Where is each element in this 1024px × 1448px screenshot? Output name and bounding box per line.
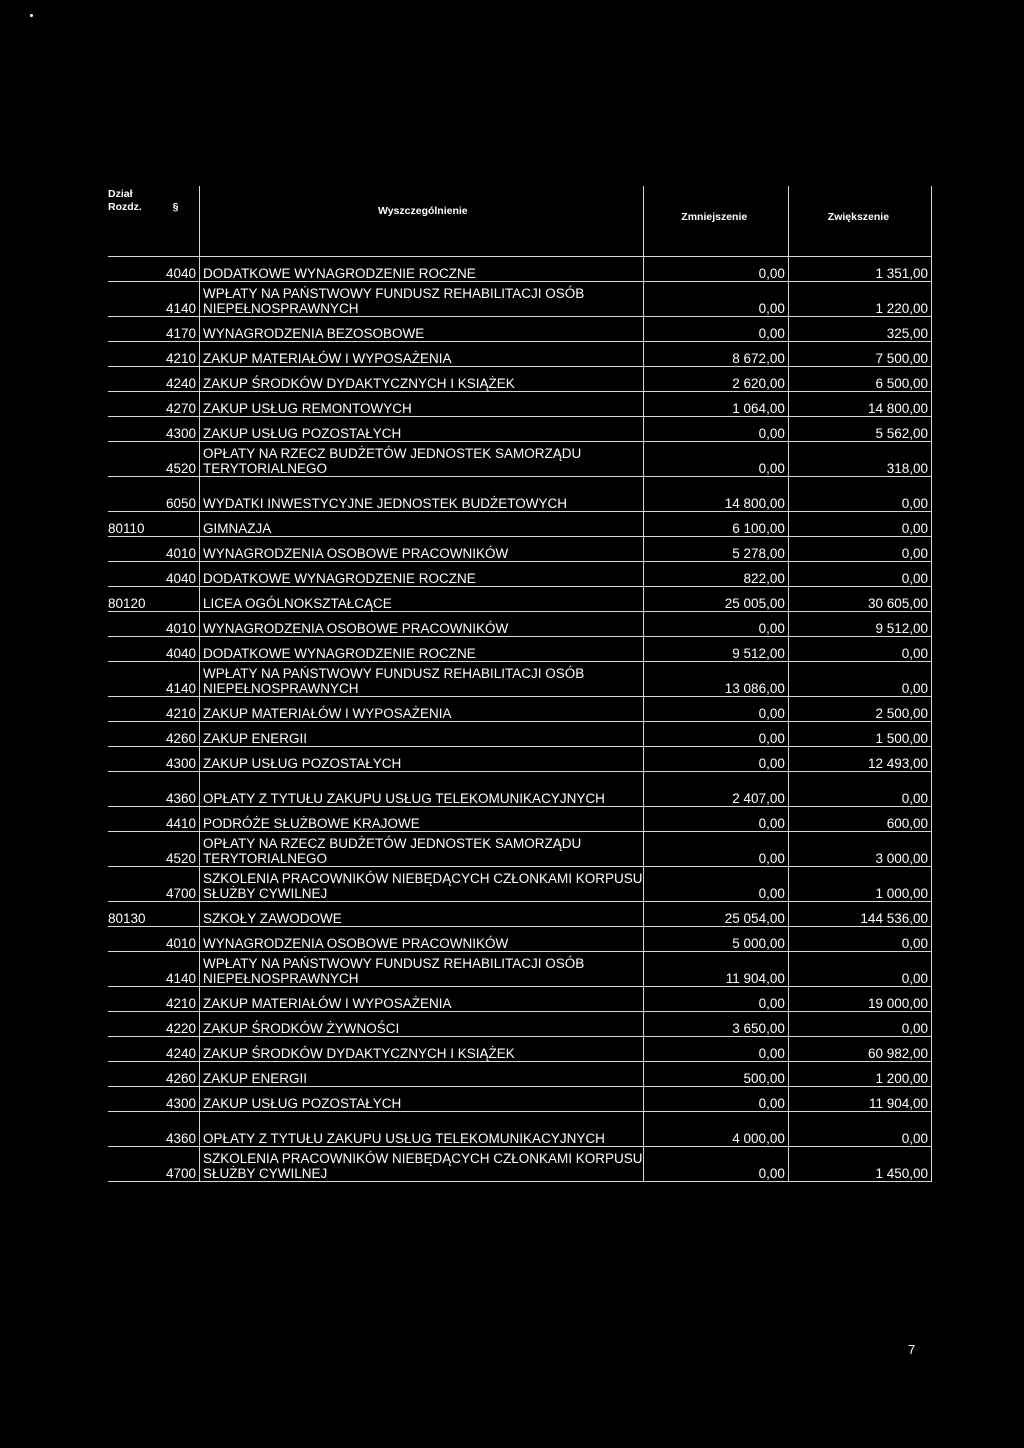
decrease-amount: 500,00 [643,1062,788,1087]
chapter-code [108,952,155,987]
paragraph-code: 4520 [155,442,199,477]
description: OPŁATY Z TYTUŁU ZAKUPU USŁUG TELEKOMUNIKACYJNYCH [199,1112,643,1147]
chapter-code [108,1087,155,1112]
paragraph-code: 4040 [155,562,199,587]
decrease-amount: 0,00 [643,747,788,772]
description: WPŁATY NA PAŃSTWOWY FUNDUSZ REHABILITACJI OSÓB NIEPEŁNOSPRAWNYCH [199,952,643,987]
increase-amount: 0,00 [788,772,931,807]
paragraph-code: 4700 [155,1147,199,1182]
increase-amount: 144 536,00 [788,902,931,927]
table-row [108,637,932,662]
decrease-amount: 25 054,00 [643,902,788,927]
table-row [108,257,932,282]
chapter-code [108,1112,155,1147]
scan-speck [30,14,33,17]
chapter-code: 80120 [108,587,155,612]
paragraph-code: 4010 [155,927,199,952]
chapter-code [108,1012,155,1037]
table-row [108,317,932,342]
header-description: Wyszczególnienie [199,186,643,257]
increase-amount: 6 500,00 [788,367,931,392]
paragraph-code: 4700 [155,867,199,902]
table-row [108,952,932,987]
paragraph-code: 4360 [155,1112,199,1147]
decrease-amount: 0,00 [643,417,788,442]
chapter-row [108,512,932,537]
table-row [108,832,932,867]
paragraph-code: 4240 [155,367,199,392]
chapter-row [108,902,932,927]
decrease-amount: 0,00 [643,722,788,747]
paragraph-code: 4300 [155,1087,199,1112]
decrease-amount: 11 904,00 [643,952,788,987]
paragraph-code: 4210 [155,342,199,367]
table-row [108,722,932,747]
paragraph-code: 4260 [155,1062,199,1087]
chapter-code [108,282,155,317]
decrease-amount: 0,00 [643,832,788,867]
chapter-code [108,417,155,442]
table-row [108,1147,932,1182]
decrease-amount: 8 672,00 [643,342,788,367]
chapter-code [108,442,155,477]
paragraph-code: 4220 [155,1012,199,1037]
chapter-code [108,832,155,867]
chapter-code: 80110 [108,512,155,537]
paragraph-code: 4260 [155,722,199,747]
description: ZAKUP ENERGII [199,1062,643,1087]
chapter-code [108,257,155,282]
table-row [108,807,932,832]
increase-amount: 0,00 [788,952,931,987]
chapter-code [108,342,155,367]
chapter-code [108,747,155,772]
table-row [108,1037,932,1062]
decrease-amount: 0,00 [643,317,788,342]
increase-amount: 0,00 [788,637,931,662]
table-row [108,747,932,772]
header-dzial-rozdz: Dział Rozdz. [108,186,155,257]
table-row [108,417,932,442]
increase-amount: 1 500,00 [788,722,931,747]
description: ZAKUP ENERGII [199,722,643,747]
decrease-amount: 0,00 [643,1037,788,1062]
description: LICEA OGÓLNOKSZTAŁCĄCE [199,587,643,612]
increase-amount: 0,00 [788,927,931,952]
increase-amount: 12 493,00 [788,747,931,772]
chapter-code [108,987,155,1012]
header-paragraph: § [155,186,199,257]
description: ZAKUP USŁUG POZOSTAŁYCH [199,1087,643,1112]
decrease-amount: 14 800,00 [643,477,788,512]
increase-amount: 1 200,00 [788,1062,931,1087]
page-number: 7 [908,1342,916,1357]
description: DODATKOWE WYNAGRODZENIE ROCZNE [199,257,643,282]
description: WYDATKI INWESTYCYJNE JEDNOSTEK BUDŻETOWYCH [199,477,643,512]
paragraph-code: 4140 [155,952,199,987]
increase-amount: 7 500,00 [788,342,931,367]
increase-amount: 600,00 [788,807,931,832]
increase-amount: 325,00 [788,317,931,342]
increase-amount: 1 351,00 [788,257,931,282]
increase-amount: 1 220,00 [788,282,931,317]
paragraph-code [155,902,199,927]
paragraph-code: 4140 [155,282,199,317]
description: ZAKUP MATERIAŁÓW I WYPOSAŻENIA [199,697,643,722]
decrease-amount: 0,00 [643,612,788,637]
increase-amount: 3 000,00 [788,832,931,867]
description: SZKOLENIA PRACOWNIKÓW NIEBĘDĄCYCH CZŁONKAMI KORPUSU SŁUŻBY CYWILNEJ [199,867,643,902]
description: OPŁATY Z TYTUŁU ZAKUPU USŁUG TELEKOMUNIKACYJNYCH [199,772,643,807]
increase-amount: 9 512,00 [788,612,931,637]
chapter-code [108,807,155,832]
description: PODRÓŻE SŁUŻBOWE KRAJOWE [199,807,643,832]
description: WYNAGRODZENIA OSOBOWE PRACOWNIKÓW [199,927,643,952]
increase-amount: 0,00 [788,537,931,562]
table-row [108,612,932,637]
description: ZAKUP USŁUG REMONTOWYCH [199,392,643,417]
chapter-code [108,612,155,637]
increase-amount: 1 000,00 [788,867,931,902]
increase-amount: 19 000,00 [788,987,931,1012]
description: WPŁATY NA PAŃSTWOWY FUNDUSZ REHABILITACJI OSÓB NIEPEŁNOSPRAWNYCH [199,282,643,317]
budget-table [108,186,932,1182]
table-row [108,867,932,902]
decrease-amount: 0,00 [643,1147,788,1182]
chapter-code: 80130 [108,902,155,927]
description: ZAKUP MATERIAŁÓW I WYPOSAŻENIA [199,342,643,367]
increase-amount: 60 982,00 [788,1037,931,1062]
paragraph-code [155,587,199,612]
paragraph-code: 4010 [155,537,199,562]
decrease-amount: 0,00 [643,697,788,722]
table-row [108,537,932,562]
description: ZAKUP ŚRODKÓW ŻYWNOŚCI [199,1012,643,1037]
table-row [108,1012,932,1037]
increase-amount: 30 605,00 [788,587,931,612]
decrease-amount: 0,00 [643,442,788,477]
description: ZAKUP ŚRODKÓW DYDAKTYCZNYCH I KSIĄŻEK [199,367,643,392]
header-decrease: Zmniejszenie [643,186,788,257]
increase-amount: 0,00 [788,662,931,697]
chapter-row [108,587,932,612]
chapter-code [108,477,155,512]
description: SZKOLENIA PRACOWNIKÓW NIEBĘDĄCYCH CZŁONKAMI KORPUSU SŁUŻBY CYWILNEJ [199,1147,643,1182]
paragraph-code: 4040 [155,257,199,282]
increase-amount: 2 500,00 [788,697,931,722]
table-row [108,697,932,722]
table-row [108,342,932,367]
decrease-amount: 0,00 [643,867,788,902]
description: GIMNAZJA [199,512,643,537]
paragraph-code: 4520 [155,832,199,867]
decrease-amount: 0,00 [643,987,788,1012]
decrease-amount: 25 005,00 [643,587,788,612]
table-row [108,562,932,587]
decrease-amount: 0,00 [643,1087,788,1112]
description: OPŁATY NA RZECZ BUDŻETÓW JEDNOSTEK SAMORZĄDU TERYTORIALNEGO [199,832,643,867]
decrease-amount: 3 650,00 [643,1012,788,1037]
decrease-amount: 0,00 [643,807,788,832]
table-row [108,662,932,697]
chapter-code [108,722,155,747]
paragraph-code: 6050 [155,477,199,512]
paragraph-code: 4040 [155,637,199,662]
increase-amount: 318,00 [788,442,931,477]
decrease-amount: 6 100,00 [643,512,788,537]
header-increase: Zwiększenie [788,186,931,257]
chapter-code [108,367,155,392]
decrease-amount: 13 086,00 [643,662,788,697]
description: WYNAGRODZENIA OSOBOWE PRACOWNIKÓW [199,612,643,637]
description: WPŁATY NA PAŃSTWOWY FUNDUSZ REHABILITACJI OSÓB NIEPEŁNOSPRAWNYCH [199,662,643,697]
table-row [108,477,932,512]
description: SZKOŁY ZAWODOWE [199,902,643,927]
chapter-code [108,697,155,722]
paragraph-code: 4010 [155,612,199,637]
paragraph-code [155,512,199,537]
chapter-code [108,927,155,952]
decrease-amount: 1 064,00 [643,392,788,417]
paragraph-code: 4300 [155,417,199,442]
increase-amount: 5 562,00 [788,417,931,442]
table-row [108,442,932,477]
description: ZAKUP USŁUG POZOSTAŁYCH [199,747,643,772]
increase-amount: 11 904,00 [788,1087,931,1112]
table-row [108,927,932,952]
chapter-code [108,562,155,587]
increase-amount: 0,00 [788,1112,931,1147]
table-row [108,367,932,392]
paragraph-code: 4210 [155,697,199,722]
paragraph-code: 4360 [155,772,199,807]
chapter-code [108,1147,155,1182]
decrease-amount: 822,00 [643,562,788,587]
paragraph-code: 4210 [155,987,199,1012]
table-row [108,772,932,807]
table-row [108,987,932,1012]
chapter-code [108,537,155,562]
decrease-amount: 0,00 [643,257,788,282]
table-row [108,282,932,317]
table-row [108,1062,932,1087]
chapter-code [108,867,155,902]
increase-amount: 0,00 [788,1012,931,1037]
chapter-code [108,1062,155,1087]
table-row [108,392,932,417]
description: ZAKUP ŚRODKÓW DYDAKTYCZNYCH I KSIĄŻEK [199,1037,643,1062]
chapter-code [108,637,155,662]
table-header-row [108,186,932,257]
increase-amount: 1 450,00 [788,1147,931,1182]
description: DODATKOWE WYNAGRODZENIE ROCZNE [199,637,643,662]
description: OPŁATY NA RZECZ BUDŻETÓW JEDNOSTEK SAMORZĄDU TERYTORIALNEGO [199,442,643,477]
description: ZAKUP USŁUG POZOSTAŁYCH [199,417,643,442]
chapter-code [108,317,155,342]
table-body [108,257,932,1182]
decrease-amount: 4 000,00 [643,1112,788,1147]
paragraph-code: 4410 [155,807,199,832]
decrease-amount: 2 620,00 [643,367,788,392]
chapter-code [108,1037,155,1062]
description: DODATKOWE WYNAGRODZENIE ROCZNE [199,562,643,587]
paragraph-code: 4170 [155,317,199,342]
table-row [108,1112,932,1147]
chapter-code [108,772,155,807]
paragraph-code: 4240 [155,1037,199,1062]
paragraph-code: 4140 [155,662,199,697]
chapter-code [108,662,155,697]
paragraph-code: 4300 [155,747,199,772]
increase-amount: 0,00 [788,512,931,537]
decrease-amount: 5 278,00 [643,537,788,562]
paragraph-code: 4270 [155,392,199,417]
description: WYNAGRODZENIA BEZOSOBOWE [199,317,643,342]
decrease-amount: 9 512,00 [643,637,788,662]
decrease-amount: 2 407,00 [643,772,788,807]
description: WYNAGRODZENIA OSOBOWE PRACOWNIKÓW [199,537,643,562]
chapter-code [108,392,155,417]
decrease-amount: 5 000,00 [643,927,788,952]
table-row [108,1087,932,1112]
decrease-amount: 0,00 [643,282,788,317]
description: ZAKUP MATERIAŁÓW I WYPOSAŻENIA [199,987,643,1012]
increase-amount: 0,00 [788,477,931,512]
increase-amount: 14 800,00 [788,392,931,417]
increase-amount: 0,00 [788,562,931,587]
